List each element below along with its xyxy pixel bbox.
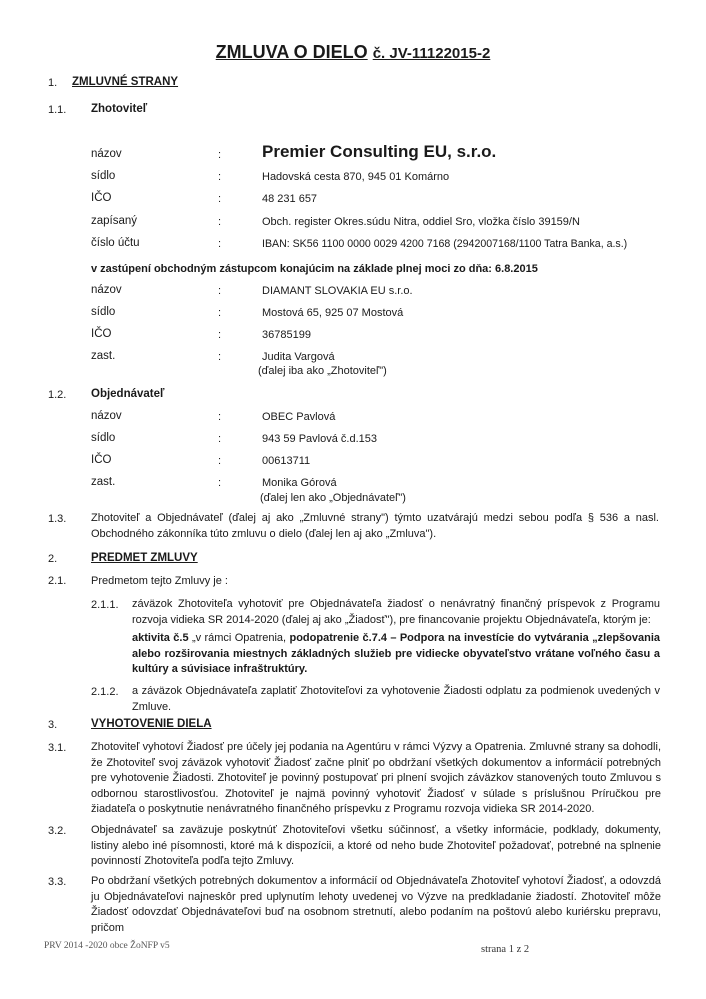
section-3-2-number: 3.2. bbox=[48, 825, 67, 837]
rep-ico-value: 36785199 bbox=[262, 329, 311, 341]
rep-person-value: Judita Vargová bbox=[262, 351, 335, 363]
contractor-ico-label: IČO bbox=[91, 192, 112, 204]
contractor-account-value: IBAN: SK56 1100 0000 0029 4200 7168 (2942007168/1100 Tatra Banka, a.s.) bbox=[262, 238, 628, 250]
section-3-3-text: Po obdržaní všetkých potrebných dokumentov a informácií od Objednávateľa Zhotoviteľ vyhotoví Žiadosť, a odovzdá ju Objednávateľovi najneskôr pred uplynutím lehoty uvedenej vo Výzve na predkladanie žiadostí. Zhotoviteľ môže Žiadosť odovzdať Objednávateľovi buď na osobnom stretnutí, alebo podaním na poštovú alebo kuriérsku prepravu, pričom bbox=[91, 875, 661, 934]
rep-person-label: zast. bbox=[91, 350, 116, 362]
rep-seat-value: Mostová 65, 925 07 Mostová bbox=[262, 307, 404, 319]
colon: : bbox=[218, 433, 222, 445]
section-2-1-2-number: 2.1.2. bbox=[91, 686, 119, 698]
colon: : bbox=[218, 411, 222, 423]
colon: : bbox=[218, 351, 222, 363]
rep-seat-label: sídlo bbox=[91, 306, 116, 318]
client-seat-label: sídlo bbox=[91, 432, 116, 444]
section-3-3-number: 3.3. bbox=[48, 876, 67, 888]
activity-number: aktivita č.5 bbox=[132, 632, 189, 644]
section-3-1-text: Zhotoviteľ vyhotoví Žiadosť pre účely jej podania na Agentúru v rámci Výzvy a Opatrenia. Zmluvné strany sa dohodli, že Zhotoviteľ svoj záväzok vyhotoviť Žiadosť začne plniť po obdržaní všetkých dokumentov a informácií potrebných pre vyhotovenie Žiadosti. Zhotoviteľ je povinný postupovať pri plnení svojich záväzkov stanovených touto Zmluvou s odbornou starostlivosťou. Zhotoviteľ je najmä povinný vyhotoviť Žiadosť v súlade s príslušnou Príručkou pre žiadateľa o poskytnutie nenávratného finančného príspevku z Programu rozvoja vidieka SR 2014-2020. bbox=[91, 741, 661, 816]
client-alias: (ďalej len ako „Objednávateľ") bbox=[260, 492, 406, 504]
title-main: ZMLUVA O DIELO bbox=[215, 42, 368, 62]
section-3-2-text: Objednávateľ sa zaväzuje poskytnúť Zhotoviteľovi všetku súčinnosť, a všetky informácie, podklady, dokumenty, listiny alebo iné písomnosti, ktoré má k dispozícii, a ktoré od neho bude Zhotoviteľ požadovať, potrebné na splnenie povinností Zhotoviteľa podľa tejto Zmluvy. bbox=[91, 824, 661, 868]
client-name-label: názov bbox=[91, 410, 122, 422]
contractor-seat-value: Hadovská cesta 870, 945 01 Komárno bbox=[262, 171, 450, 183]
colon: : bbox=[218, 193, 222, 205]
colon: : bbox=[218, 285, 222, 297]
section-2-1-1-text: záväzok Zhotoviteľa vyhotoviť pre Objednávateľa žiadosť o nenávratný finančný príspevok z Programu rozvoja vidieka SR 2014-2020 (ďalej aj ako „Žiadosť"), pre financovanie projektu Objednávateľa, ktorým je: bbox=[132, 598, 660, 626]
contractor-ico-value: 48 231 657 bbox=[262, 193, 318, 205]
section-1-3-text: Zhotoviteľ a Objednávateľ (ďalej aj ako „Zmluvné strany") týmto uzatvárajú medzi sebou podľa § 536 a nasl. Obchodného zákonníka túto zmluvu o dielo (ďalej len aj ako „Zmluva"). bbox=[91, 512, 659, 540]
section-2-1-2-text: a záväzok Objednávateľa zaplatiť Zhotoviteľovi za vyhotovenie Žiadosti odplatu za podmienok uvedených v Zmluve. bbox=[132, 685, 660, 713]
section-3-number: 3. bbox=[48, 719, 58, 731]
colon: : bbox=[218, 171, 222, 183]
section-1-3-number: 1.3. bbox=[48, 513, 67, 525]
rep-ico-label: IČO bbox=[91, 328, 112, 340]
client-person-value: Monika Górová bbox=[262, 477, 337, 489]
section-1-2-heading: Objednávateľ bbox=[91, 388, 165, 400]
colon: : bbox=[218, 216, 222, 228]
section-2-1-1-number: 2.1.1. bbox=[91, 599, 119, 611]
client-ico-value: 00613711 bbox=[262, 455, 311, 467]
footer-page-number: strana 1 z 2 bbox=[481, 944, 530, 955]
representation-note: v zastúpení obchodným zástupcom konajúcim na základe plnej moci zo dňa: 6.8.2015 bbox=[91, 263, 538, 275]
rep-name-label: názov bbox=[91, 284, 122, 296]
rep-name-value: DIAMANT SLOVAKIA EU s.r.o. bbox=[262, 285, 413, 297]
colon: : bbox=[218, 455, 222, 467]
section-3-heading: VYHOTOVENIE DIELA bbox=[91, 718, 212, 730]
contractor-seat-label: sídlo bbox=[91, 170, 116, 182]
activity-context: „v rámci Opatrenia, bbox=[188, 632, 290, 644]
document-title bbox=[0, 42, 706, 63]
client-person-label: zast. bbox=[91, 476, 116, 488]
colon: : bbox=[218, 477, 222, 489]
section-2-heading: PREDMET ZMLUVY bbox=[91, 552, 198, 564]
client-name-value: OBEC Pavlová bbox=[262, 411, 336, 423]
contractor-account-label: číslo účtu bbox=[91, 237, 140, 249]
contractor-register-label: zapísaný bbox=[91, 215, 138, 227]
section-1-1-number: 1.1. bbox=[48, 104, 67, 116]
section-2-1-number: 2.1. bbox=[48, 575, 67, 587]
contractor-alias: (ďalej iba ako „Zhotoviteľ") bbox=[258, 365, 387, 377]
colon: : bbox=[218, 329, 222, 341]
contractor-name-value: Premier Consulting EU, s.r.o. bbox=[262, 142, 497, 161]
contractor-register-value: Obch. register Okres.súdu Nitra, oddiel Sro, vložka číslo 39159/N bbox=[262, 216, 580, 228]
section-1-2-number: 1.2. bbox=[48, 389, 67, 401]
section-1-number: 1. bbox=[48, 77, 58, 89]
footer-document-code: PRV 2014 -2020 obce ŽoNFP v5 bbox=[44, 941, 170, 951]
section-2-number: 2. bbox=[48, 553, 58, 565]
activity-submeasure: podopatrenie č.7.4 – Podpora na investície do vytvárania „zlepšovania alebo rozširovania miestnych základných služieb pre vidiecke obyvateľstvo vrátane voľného času a kultúry a súvisiace infraštruktúry. bbox=[132, 632, 661, 676]
section-2-1-text: Predmetom tejto Zmluvy je : bbox=[91, 575, 228, 587]
colon: : bbox=[218, 238, 222, 250]
section-1-heading: ZMLUVNÉ STRANY bbox=[72, 76, 179, 88]
contractor-name-label: názov bbox=[91, 148, 122, 160]
contract-number: č. JV-11122015-2 bbox=[372, 45, 491, 62]
section-3-1-number: 3.1. bbox=[48, 742, 67, 754]
section-1-1-heading: Zhotoviteľ bbox=[91, 103, 148, 115]
colon: : bbox=[218, 149, 222, 161]
client-seat-value: 943 59 Pavlová č.d.153 bbox=[262, 433, 377, 445]
client-ico-label: IČO bbox=[91, 454, 112, 466]
colon: : bbox=[218, 307, 222, 319]
section-2-1-1-activity bbox=[132, 631, 660, 678]
